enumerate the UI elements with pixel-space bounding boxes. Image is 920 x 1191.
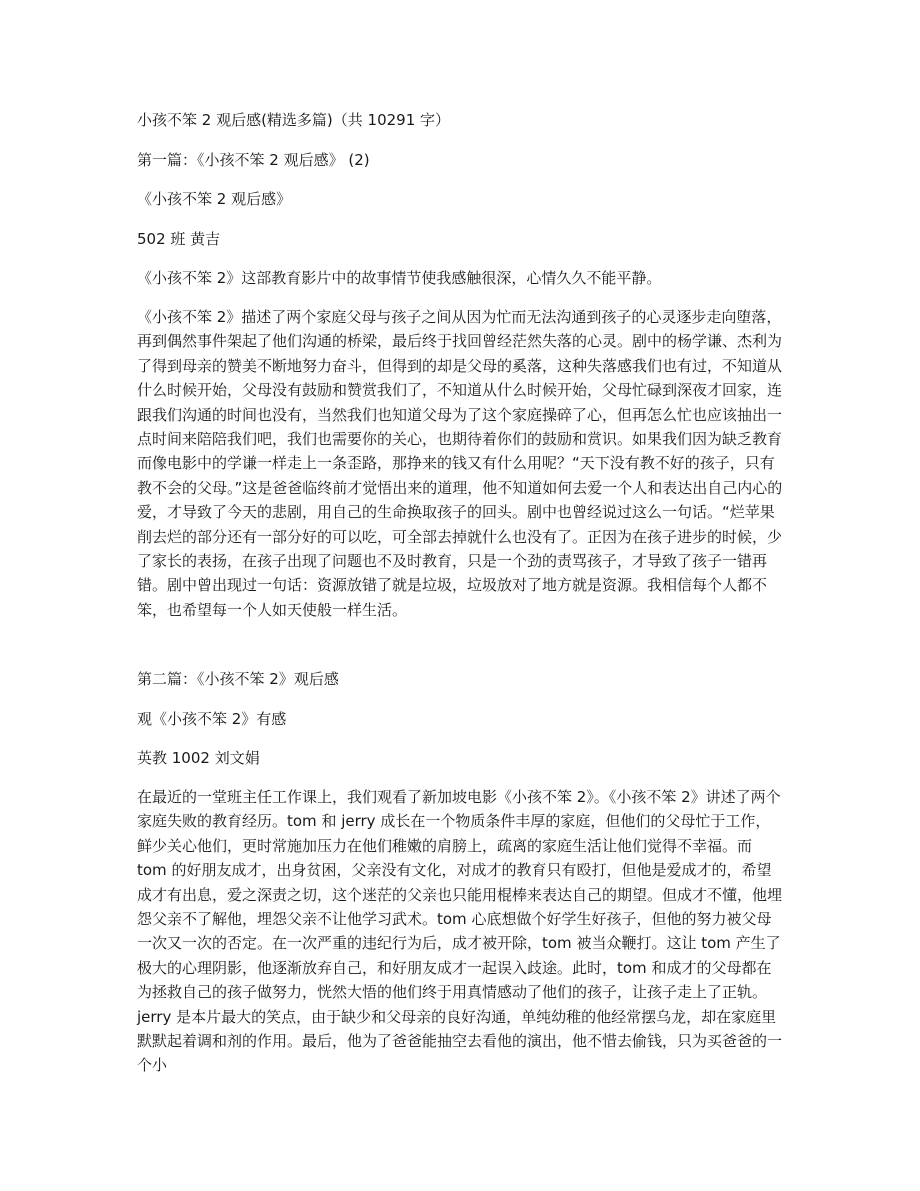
essay-1-paragraph-1: 《小孩不笨 2》这部教育影片中的故事情节使我感触很深，心情久久不能平静。 xyxy=(137,269,662,287)
essay-2-title: 观《小孩不笨 2》有感 xyxy=(137,710,287,728)
section-1-heading: 第一篇：《小孩不笨 2 观后感》 (2) xyxy=(137,151,370,169)
document-title: 小孩不笨 2 观后感(精选多篇)（共 10291 字） xyxy=(137,111,451,129)
essay-1-title: 《小孩不笨 2 观后感》 xyxy=(137,190,292,208)
essay-1-paragraph-2: 《小孩不笨 2》描述了两个家庭父母与孩子之间从因为忙而无法沟通到孩子的心灵逐步走向堕落，再到偶然事件架起了他们沟通的桥梁，最后终于找回曾经茫然失落的心灵。剧中的杨学谦、杰利为了得到母亲的赞美不断地努力奋斗，但得到的却是父母的奚落，这种失落感我们也有过，不知道从什么时候开始，父母没有鼓励和赞赏我们了，不知道从什么时候开始，父母忙碌到深夜才回家，连跟我们沟通的时间也没有，当然我们也知道父母为了这个家庭操碎了心，但再怎么忙也应该抽出一点时间来陪陪我们吧，我们也需要你的关心，也期待着你们的鼓励和赏识。如果我们因为缺乏教育而像电影中的学谦一样走上一条歪路，那挣来的钱又有什么用呢？“天下没有教不好的孩子，只有教不会的父母。”这是爸爸临终前才觉悟出来的道理，他不知道如何去爱一个人和表达出自己内心的爱，才导致了今天的悲剧，用自己的生命换取孩子的回头。剧中也曾经说过这么一句话。“烂苹果削去烂的部分还有一部分好的可以吃，可全部去掉就什么也没有了。正因为在孩子进步的时候，少了家长的表扬，在孩子出现了问题也不及时教育，只是一个劲的责骂孩子，才导致了孩子一错再错。剧中曾出现过一句话：资源放错了就是垃圾，垃圾放对了地方就是资源。我相信每个人都不笨，也希望每一个人如天使般一样生活。 xyxy=(137,308,783,619)
section-2-heading: 第二篇：《小孩不笨 2》观后感 xyxy=(137,670,339,688)
essay-1-author: 502 班 黄吉 xyxy=(137,230,221,248)
essay-2-author: 英教 1002 刘文娟 xyxy=(137,749,260,767)
essay-2-paragraph-1: 在最近的一堂班主任工作课上，我们观看了新加坡电影《小孩不笨 2》。《小孩不笨 2》讲述了两个家庭失败的教育经历。tom 和 jerry 成长在一个物质条件丰厚的家庭，但他们的父母忙于工作，鲜少关心他们，更时常施加压力在他们稚嫩的肩膀上，疏离的家庭生活让他们觉得不幸福。而 tom 的好朋友成才，出身贫困，父亲没有文化，对成才的教育只有殴打，但他是爱成才的，希望成才有出息，爱之深责之切，这个迷茫的父亲也只能用棍棒来表达自己的期望。但成才不懂，他埋怨父亲不了解他，埋怨父亲不让他学习武术。tom 心底想做个好学生好孩子，但他的努力被父母一次又一次的否定。在一次严重的违纪行为后，成才被开除，tom 被当众鞭打。这让 tom 产生了极大的心理阴影，他逐渐放弃自己，和好朋友成才一起误入歧途。此时，tom 和成才的父母都在为拯救自己的孩子做努力，恍然大悟的他们终于用真情感动了他们的孩子，让孩子走上了正轨。jerry 是本片最大的笑点，由于缺少和父母亲的良好沟通，单纯幼稚的他经常摆乌龙，却在家庭里默默起着调和剂的作用。最后，他为了爸爸能抽空去看他的演出，他不惜去偷钱，只为买爸爸的一个小 xyxy=(137,788,783,1075)
